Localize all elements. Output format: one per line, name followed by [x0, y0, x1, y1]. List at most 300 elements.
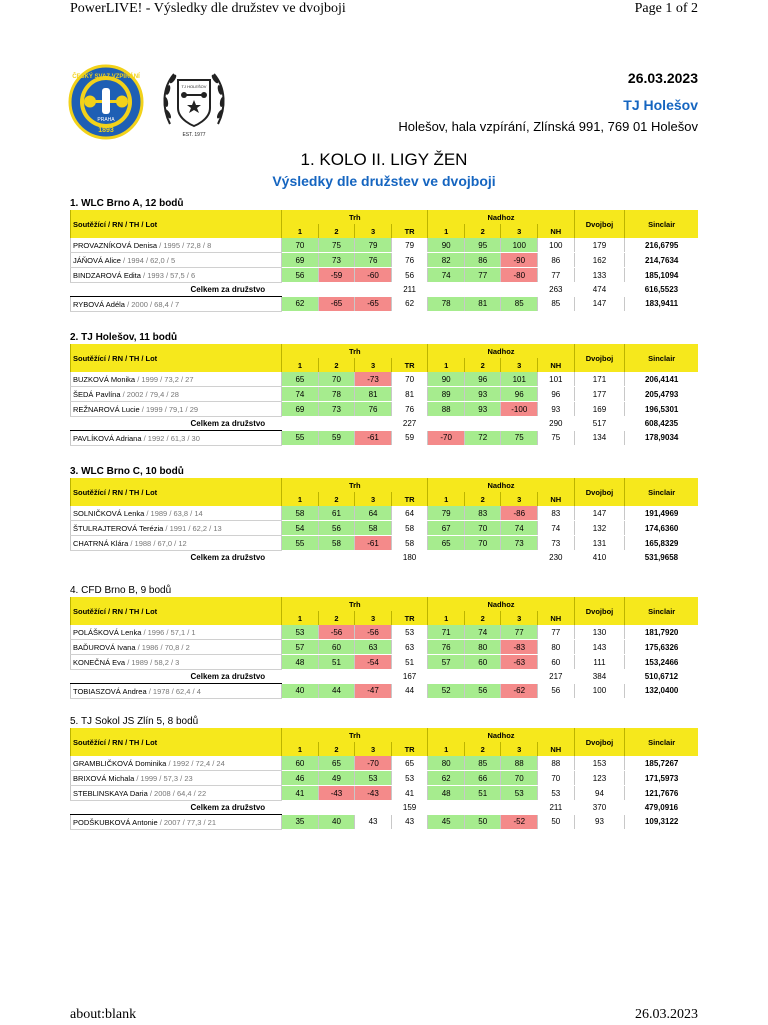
- athlete-name: BAĎUROVÁ Ivana: [73, 642, 136, 652]
- substitute-row: [71, 431, 699, 446]
- snatch-attempt-2: -56: [318, 625, 355, 640]
- substitute-row: [71, 297, 699, 312]
- snatch-attempt-2: 75: [318, 238, 355, 253]
- snatch-attempt-2: 78: [318, 387, 355, 402]
- snatch-best: 43: [391, 815, 428, 830]
- snatch-attempt-2: 49: [318, 771, 355, 786]
- athlete-name: SOLNIČKOVÁ Lenka: [73, 508, 145, 518]
- cj-attempt-3: 73: [501, 536, 538, 551]
- cj-header: Nadhoz: [428, 597, 574, 611]
- cj-attempt-2: 51: [464, 786, 501, 801]
- attempt-2-header: 2: [464, 611, 501, 625]
- cj-attempt-1: 80: [428, 756, 465, 771]
- athlete-name: RYBOVÁ Adéla: [73, 299, 125, 309]
- cj-header: Nadhoz: [428, 344, 574, 358]
- snatch-attempt-1: 56: [282, 268, 319, 283]
- competitor-header: Soutěžící / RN / TH / Lot: [71, 597, 282, 625]
- team-section: [70, 715, 698, 830]
- attempt-1-header: 1: [428, 224, 465, 238]
- snatch-attempt-1: 70: [282, 238, 319, 253]
- cj-attempt-2: 70: [464, 536, 501, 551]
- cj-attempt-3: -80: [501, 268, 538, 283]
- snatch-header: Trh: [282, 344, 428, 358]
- snatch-attempt-1: 54: [282, 521, 319, 536]
- cj-attempt-3: -52: [501, 815, 538, 830]
- cj-attempt-1: 45: [428, 815, 465, 830]
- cj-attempt-3: 96: [501, 387, 538, 402]
- snatch-attempt-1: 41: [282, 786, 319, 801]
- total-value: 147: [574, 297, 625, 312]
- cj-attempt-2: 66: [464, 771, 501, 786]
- athlete-cell: [71, 815, 282, 830]
- team-sinclair-value: 531,9658: [644, 553, 679, 562]
- cj-attempt-2: 72: [464, 431, 501, 446]
- snatch-attempt-3: 53: [355, 771, 392, 786]
- total-value: 130: [574, 625, 625, 640]
- attempt-2-header: 2: [464, 224, 501, 238]
- snatch-attempt-3: 43: [355, 815, 392, 830]
- cj-attempt-2: 86: [464, 253, 501, 268]
- sinclair-value: 214,7634: [625, 253, 698, 268]
- athlete-name: BINDZAROVÁ Edita: [73, 270, 141, 280]
- attempt-1-header: 1: [282, 358, 319, 372]
- team-total-label: Celkem za družstvo: [190, 803, 266, 812]
- athlete-cell: [71, 521, 282, 536]
- athlete-meta: / 1995 / 72,8 / 8: [157, 240, 212, 250]
- athlete-meta: / 2007 / 77,3 / 21: [157, 817, 217, 827]
- athlete-row: [71, 506, 699, 521]
- team-table: [70, 478, 698, 564]
- athlete-cell: [71, 297, 282, 312]
- snatch-attempt-3: -73: [355, 372, 392, 387]
- cj-best: 80: [538, 640, 575, 655]
- athlete-cell: [71, 238, 282, 253]
- athlete-name: BRIXOVÁ Michala: [73, 773, 135, 783]
- cj-best: 85: [538, 297, 575, 312]
- team-table: [70, 210, 698, 312]
- cj-attempt-2: 85: [464, 756, 501, 771]
- cj-attempt-1: 74: [428, 268, 465, 283]
- cj-best: 74: [538, 521, 575, 536]
- sinclair-value: 181,7920: [625, 625, 698, 640]
- attempt-3-header: 3: [355, 224, 392, 238]
- snatch-best: 51: [391, 655, 428, 670]
- team-section: [70, 197, 698, 312]
- snatch-header: Trh: [282, 728, 428, 742]
- total-value: 132: [574, 521, 625, 536]
- cj-best: 83: [538, 506, 575, 521]
- attempt-1-header: 1: [282, 224, 319, 238]
- athlete-meta: / 1996 / 57,1 / 1: [141, 627, 196, 637]
- sinclair-value: 178,9034: [625, 431, 698, 446]
- snatch-best: 41: [391, 786, 428, 801]
- cj-attempt-2: 96: [464, 372, 501, 387]
- athlete-meta: / 1986 / 70,8 / 2: [135, 642, 190, 652]
- cj-attempt-3: 75: [501, 431, 538, 446]
- athlete-name: ŠTULRAJTEROVÁ Terézia: [73, 523, 164, 533]
- total-value: 153: [574, 756, 625, 771]
- cj-best: 73: [538, 536, 575, 551]
- cj-attempt-3: -86: [501, 506, 538, 521]
- athlete-cell: [71, 431, 282, 446]
- tr-header: TR: [391, 611, 428, 625]
- attempt-1-header: 1: [282, 742, 319, 756]
- athlete-cell: [71, 506, 282, 521]
- athlete-meta: / 1999 / 73,2 / 27: [135, 374, 194, 384]
- athlete-name: POLÁŠKOVÁ Lenka: [73, 627, 142, 637]
- athlete-row: [71, 625, 699, 640]
- snatch-attempt-1: 69: [282, 402, 319, 417]
- team-total-row: [71, 551, 699, 565]
- substitute-row: [71, 684, 699, 699]
- team-section: [70, 465, 698, 564]
- cj-attempt-1: 62: [428, 771, 465, 786]
- attempt-3-header: 3: [501, 492, 538, 506]
- cj-attempt-3: -90: [501, 253, 538, 268]
- team-tr-total: 159: [402, 803, 417, 813]
- team-tr-total: 227: [402, 419, 417, 429]
- athlete-cell: [71, 253, 282, 268]
- cj-attempt-1: 52: [428, 684, 465, 699]
- venue-address: Holešov, hala vzpírání, Zlínská 991, 769 01 Holešov: [398, 119, 698, 134]
- athlete-meta: / 1991 / 62,2 / 13: [163, 523, 222, 533]
- cj-attempt-1: 71: [428, 625, 465, 640]
- attempt-3-header: 3: [355, 358, 392, 372]
- print-url: about:blank: [70, 1007, 137, 1022]
- cj-attempt-2: 81: [464, 297, 501, 312]
- attempt-3-header: 3: [501, 224, 538, 238]
- attempt-1-header: 1: [282, 492, 319, 506]
- athlete-row: [71, 655, 699, 670]
- snatch-best: 53: [391, 625, 428, 640]
- team-total-label: Celkem za družstvo: [190, 553, 266, 562]
- snatch-header: Trh: [282, 478, 428, 492]
- team-sinclair-value: 479,0916: [644, 803, 679, 813]
- snatch-attempt-1: 65: [282, 372, 319, 387]
- attempt-3-header: 3: [355, 742, 392, 756]
- team-total-value: 474: [592, 285, 607, 295]
- athlete-cell: [71, 684, 282, 699]
- snatch-best: 58: [391, 521, 428, 536]
- athlete-name: KONEČNÁ Eva: [73, 657, 126, 667]
- snatch-attempt-1: 62: [282, 297, 319, 312]
- athlete-cell: [71, 756, 282, 771]
- total-value: 169: [574, 402, 625, 417]
- sinclair-value: 206,4141: [625, 372, 698, 387]
- sinclair-value: 121,7676: [625, 786, 698, 801]
- athlete-cell: [71, 771, 282, 786]
- club-logo: [156, 64, 232, 140]
- sinclair-value: 216,6795: [625, 238, 698, 253]
- sinclair-value: 175,6326: [625, 640, 698, 655]
- team-sinclair-value: 510,6712: [644, 672, 679, 682]
- athlete-cell: [71, 536, 282, 551]
- cj-attempt-1: 78: [428, 297, 465, 312]
- cj-best: 75: [538, 431, 575, 446]
- snatch-attempt-1: 48: [282, 655, 319, 670]
- athlete-meta: / 1993 / 57,5 / 6: [140, 270, 196, 280]
- sinclair-header: Sinclair: [625, 210, 698, 238]
- athlete-row: [71, 756, 699, 771]
- athlete-name: STEBLINSKAYA Daria: [73, 788, 148, 798]
- snatch-attempt-1: 55: [282, 536, 319, 551]
- total-value: 131: [574, 536, 625, 551]
- cj-attempt-3: 74: [501, 521, 538, 536]
- snatch-attempt-3: -60: [355, 268, 392, 283]
- snatch-attempt-1: 74: [282, 387, 319, 402]
- athlete-name: PODŠKUBKOVÁ Antonie: [73, 817, 158, 827]
- team-tr-total: 167: [402, 672, 417, 682]
- snatch-attempt-1: 40: [282, 684, 319, 699]
- total-header: Dvojboj: [574, 344, 625, 372]
- total-value: 93: [574, 815, 625, 830]
- athlete-name: REŽNAROVÁ Lucie: [73, 404, 140, 414]
- snatch-attempt-3: -54: [355, 655, 392, 670]
- total-header: Dvojboj: [574, 210, 625, 238]
- snatch-attempt-2: 65: [318, 756, 355, 771]
- total-header: Dvojboj: [574, 728, 625, 756]
- team-nh-total: 263: [549, 285, 563, 295]
- snatch-attempt-3: -61: [355, 431, 392, 446]
- snatch-attempt-3: -61: [355, 536, 392, 551]
- cj-header: Nadhoz: [428, 210, 574, 224]
- sinclair-header: Sinclair: [625, 344, 698, 372]
- cj-attempt-3: 85: [501, 297, 538, 312]
- nh-header: NH: [538, 224, 575, 238]
- total-value: 111: [574, 655, 625, 670]
- cj-attempt-2: 74: [464, 625, 501, 640]
- team-nh-total: 230: [549, 553, 563, 562]
- attempt-2-header: 2: [318, 358, 355, 372]
- attempt-1-header: 1: [282, 611, 319, 625]
- team-total-value: 410: [592, 553, 607, 562]
- team-total-value: 384: [592, 672, 607, 682]
- attempt-2-header: 2: [464, 742, 501, 756]
- tr-header: TR: [391, 224, 428, 238]
- athlete-cell: [71, 625, 282, 640]
- athlete-cell: [71, 268, 282, 283]
- page-title: 1. KOLO II. LIGY ŽEN: [300, 150, 468, 169]
- snatch-best: 56: [391, 268, 428, 283]
- svg-text:TJ HOLEŠOV: TJ HOLEŠOV: [181, 84, 207, 89]
- snatch-attempt-1: 46: [282, 771, 319, 786]
- cj-attempt-3: -63: [501, 655, 538, 670]
- cj-attempt-3: -62: [501, 684, 538, 699]
- cj-attempt-1: 90: [428, 238, 465, 253]
- team-total-label: Celkem za družstvo: [190, 285, 266, 294]
- substitute-row: [71, 815, 699, 830]
- cj-best: 60: [538, 655, 575, 670]
- cj-attempt-2: 83: [464, 506, 501, 521]
- total-value: 171: [574, 372, 625, 387]
- athlete-meta: / 1994 / 62,0 / 5: [120, 255, 176, 265]
- attempt-2-header: 2: [318, 224, 355, 238]
- cj-attempt-3: -100: [501, 402, 538, 417]
- team-nh-total: 217: [549, 672, 563, 682]
- team-heading: 2. TJ Holešov, 11 bodů: [70, 332, 178, 343]
- snatch-attempt-1: 53: [282, 625, 319, 640]
- athlete-name: PAVLÍKOVÁ Adriana: [73, 433, 142, 443]
- competitor-header: Soutěžící / RN / TH / Lot: [71, 210, 282, 238]
- athlete-meta: / 2000 / 68,4 / 7: [124, 299, 180, 309]
- competitor-header: Soutěžící / RN / TH / Lot: [71, 728, 282, 756]
- sinclair-header: Sinclair: [625, 597, 698, 625]
- snatch-attempt-3: 58: [355, 521, 392, 536]
- athlete-row: [71, 402, 699, 417]
- team-heading: 3. WLC Brno C, 10 bodů: [70, 466, 184, 477]
- team-tr-total: 180: [402, 553, 417, 562]
- snatch-best: 76: [391, 253, 428, 268]
- svg-text:ČESKÝ SVAZ VZPÍRÁNÍ: ČESKÝ SVAZ VZPÍRÁNÍ: [72, 74, 140, 80]
- snatch-attempt-2: 60: [318, 640, 355, 655]
- cj-best: 101: [538, 372, 575, 387]
- athlete-meta: / 1999 / 79,1 / 29: [139, 404, 199, 414]
- cj-attempt-3: 77: [501, 625, 538, 640]
- cj-attempt-2: 50: [464, 815, 501, 830]
- team-heading: 1. WLC Brno A, 12 bodů: [70, 198, 184, 209]
- sinclair-value: 153,2466: [625, 655, 698, 670]
- empty-cell: [428, 670, 538, 684]
- total-value: 133: [574, 268, 625, 283]
- athlete-cell: [71, 372, 282, 387]
- athlete-row: [71, 268, 699, 283]
- snatch-attempt-2: 59: [318, 431, 355, 446]
- cj-best: 77: [538, 268, 575, 283]
- athlete-meta: / 1978 / 62,4 / 4: [146, 686, 201, 696]
- snatch-best: 79: [391, 238, 428, 253]
- cj-attempt-2: 93: [464, 387, 501, 402]
- snatch-best: 63: [391, 640, 428, 655]
- snatch-attempt-3: -47: [355, 684, 392, 699]
- attempt-3-header: 3: [501, 742, 538, 756]
- print-header: [70, 0, 698, 20]
- total-value: 134: [574, 431, 625, 446]
- sinclair-value: 196,5301: [625, 402, 698, 417]
- snatch-best: 53: [391, 771, 428, 786]
- attempt-1-header: 1: [428, 492, 465, 506]
- snatch-attempt-2: -43: [318, 786, 355, 801]
- cj-header: Nadhoz: [428, 478, 574, 492]
- total-value: 123: [574, 771, 625, 786]
- svg-text:1893: 1893: [98, 127, 114, 134]
- team-sinclair-value: 616,5523: [644, 285, 679, 295]
- snatch-best: 81: [391, 387, 428, 402]
- cj-attempt-2: 60: [464, 655, 501, 670]
- snatch-attempt-2: -59: [318, 268, 355, 283]
- cj-attempt-1: 65: [428, 536, 465, 551]
- cj-best: 88: [538, 756, 575, 771]
- snatch-attempt-2: 40: [318, 815, 355, 830]
- attempt-1-header: 1: [428, 742, 465, 756]
- attempt-2-header: 2: [318, 742, 355, 756]
- team-table: [70, 728, 698, 830]
- cj-attempt-2: 95: [464, 238, 501, 253]
- competitor-header: Soutěžící / RN / TH / Lot: [71, 344, 282, 372]
- cj-best: 70: [538, 771, 575, 786]
- snatch-attempt-3: 63: [355, 640, 392, 655]
- cj-best: 86: [538, 253, 575, 268]
- snatch-attempt-1: 35: [282, 815, 319, 830]
- snatch-best: 62: [391, 297, 428, 312]
- snatch-attempt-3: 79: [355, 238, 392, 253]
- sinclair-value: 174,6360: [625, 521, 698, 536]
- attempt-2-header: 2: [318, 492, 355, 506]
- snatch-attempt-2: 73: [318, 402, 355, 417]
- sinclair-value: 165,8329: [625, 536, 698, 551]
- total-value: 94: [574, 786, 625, 801]
- svg-text:EST. 1977: EST. 1977: [182, 132, 206, 138]
- page-number: Page 1 of 2: [634, 1, 698, 16]
- team-total-label: Celkem za družstvo: [190, 419, 266, 428]
- athlete-row: [71, 640, 699, 655]
- snatch-attempt-3: -43: [355, 786, 392, 801]
- snatch-attempt-3: 81: [355, 387, 392, 402]
- athlete-name: CHATRNÁ Klára: [73, 538, 129, 548]
- cj-header: Nadhoz: [428, 728, 574, 742]
- team-nh-total: 290: [549, 419, 563, 429]
- total-value: 177: [574, 387, 625, 402]
- snatch-best: 44: [391, 684, 428, 699]
- tr-header: TR: [391, 742, 428, 756]
- attempt-2-header: 2: [464, 358, 501, 372]
- athlete-name: ŠEDÁ Pavlína: [73, 389, 121, 399]
- athlete-row: [71, 536, 699, 551]
- athlete-meta: / 1989 / 63,8 / 14: [144, 508, 203, 518]
- team-heading: 5. TJ Sokol JS Zlín 5, 8 bodů: [70, 716, 199, 727]
- snatch-best: 70: [391, 372, 428, 387]
- snatch-attempt-3: -65: [355, 297, 392, 312]
- sinclair-value: 171,5973: [625, 771, 698, 786]
- snatch-attempt-2: 44: [318, 684, 355, 699]
- empty-cell: [428, 283, 538, 297]
- sinclair-value: 191,4969: [625, 506, 698, 521]
- snatch-header: Trh: [282, 597, 428, 611]
- attempt-3-header: 3: [355, 492, 392, 506]
- cj-attempt-1: 90: [428, 372, 465, 387]
- snatch-attempt-1: 58: [282, 506, 319, 521]
- attempt-3-header: 3: [501, 611, 538, 625]
- snatch-attempt-3: 64: [355, 506, 392, 521]
- snatch-attempt-2: 70: [318, 372, 355, 387]
- empty-cell: [428, 801, 538, 815]
- team-total-value: 370: [592, 803, 607, 813]
- athlete-meta: / 2002 / 79,4 / 28: [120, 389, 179, 399]
- athlete-cell: [71, 387, 282, 402]
- athlete-row: [71, 771, 699, 786]
- snatch-best: 59: [391, 431, 428, 446]
- snatch-attempt-2: 58: [318, 536, 355, 551]
- total-header: Dvojboj: [574, 597, 625, 625]
- print-footer: [70, 1007, 698, 1025]
- snatch-attempt-1: 55: [282, 431, 319, 446]
- athlete-meta: / 2008 / 64,4 / 22: [147, 788, 207, 798]
- cj-best: 56: [538, 684, 575, 699]
- athlete-cell: [71, 640, 282, 655]
- cj-best: 50: [538, 815, 575, 830]
- nh-header: NH: [538, 742, 575, 756]
- sinclair-value: 183,9411: [625, 297, 698, 312]
- cj-attempt-3: 100: [501, 238, 538, 253]
- snatch-attempt-3: -56: [355, 625, 392, 640]
- snatch-attempt-1: 69: [282, 253, 319, 268]
- sinclair-header: Sinclair: [625, 478, 698, 506]
- team-heading: 4. CFD Brno B, 9 bodů: [70, 585, 172, 596]
- sinclair-value: 185,7267: [625, 756, 698, 771]
- cj-attempt-1: 82: [428, 253, 465, 268]
- cj-attempt-1: 89: [428, 387, 465, 402]
- empty-cell: [428, 417, 538, 431]
- svg-text:PRAHA: PRAHA: [97, 117, 115, 123]
